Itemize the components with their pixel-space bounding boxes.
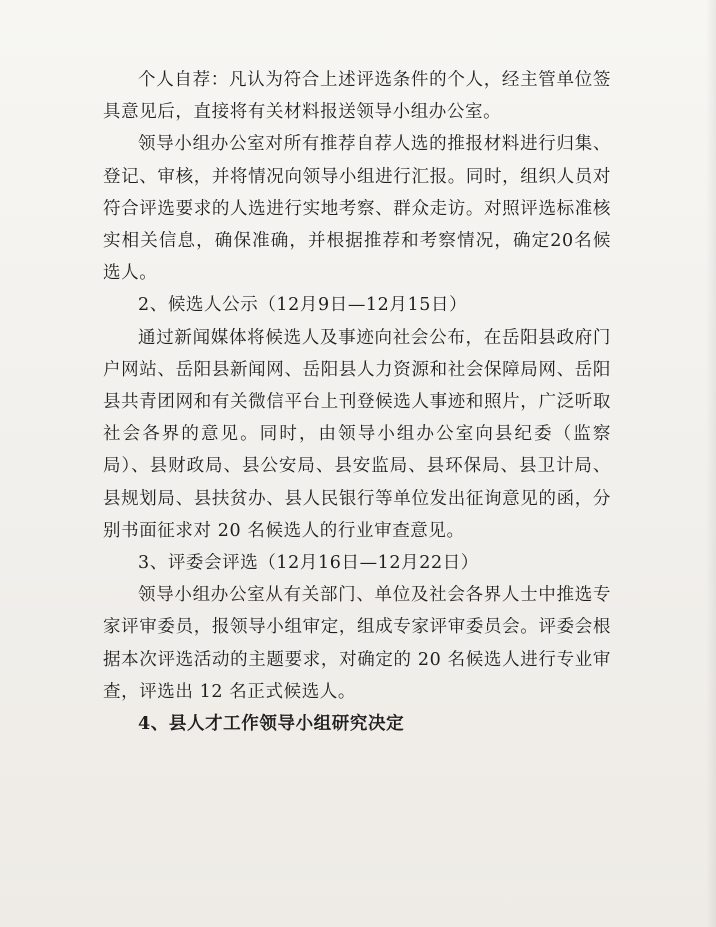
paragraph-self-recommendation: 个人自荐：凡认为符合上述评选条件的个人，经主管单位签具意见后，直接将有关材料报送领导小组办公室。 [103,70,611,123]
page-edge-shadow [706,0,716,927]
heading-committee-selection: 3、评委会评选（12月16日—12月22日） [138,553,479,574]
paragraph-committee-details: 领导小组办公室从有关部门、单位及社会各界人士中推选专家评审委员，报领导小组审定，组成专家评审委员会。评委会根据本次评选活动的主题要求，对确定的 20 名候选人进行专业审查，评选出 12 名正式候选人。 [103,585,611,702]
heading-candidate-publicity: 2、候选人公示（12月9日—12月15日） [138,295,468,316]
paragraph-review-process: 领导小组办公室对所有推荐自荐人选的推报材料进行归集、登记、审核，并将情况向领导小组进行汇报。同时，组织人员对符合评选要求的人选进行实地考察、群众走访。对照评选标准核实相关信息，确保准确，并根据推荐和考察情况，确定20名候选人。 [103,134,611,284]
heading-final-decision: 4、县人才工作领导小组研究决定 [138,714,405,735]
paragraph-publicity-details: 通过新闻媒体将候选人及事迹向社会公布，在岳阳县政府门户网站、岳阳县新闻网、岳阳县人力资源和社会保障局网、岳阳县共青团网和有关微信平台上刊登候选人事迹和照片，广泛听取社会各界的意见。同时，由领导小组办公室向县纪委（监察局）、县财政局、县公安局、县安监局、县环保局、县卫计局、县规划局、县扶贫办、县人民银行等单位发出征询意见的函，分别书面征求对 20 名候选人的行业审查意见。 [103,327,611,541]
document-body [103,64,611,740]
